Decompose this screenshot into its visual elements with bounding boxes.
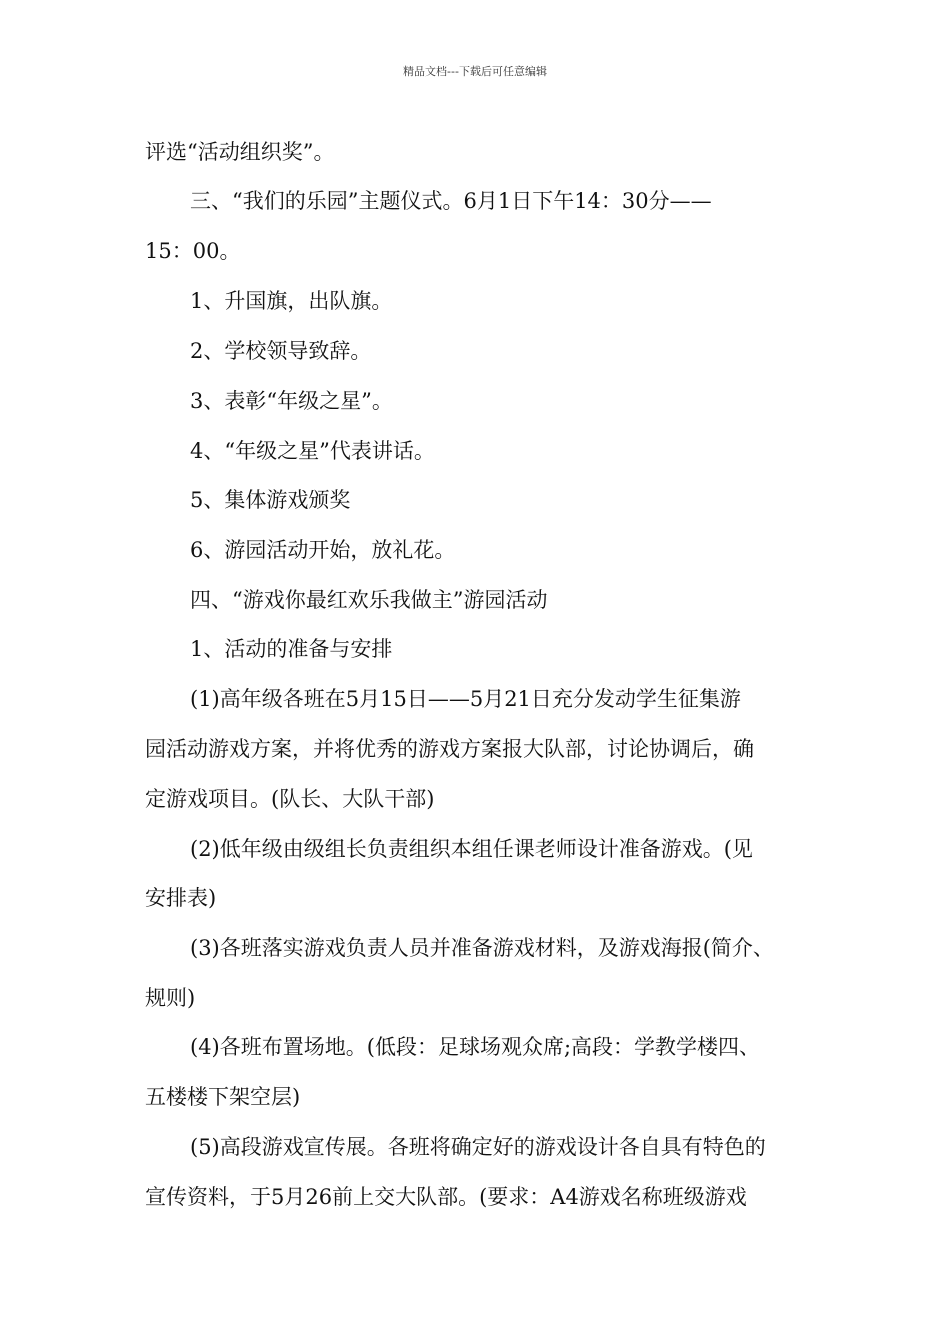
paragraph-line: (3)各班落实游戏负责人员并准备游戏材料，及游戏海报(简介、	[190, 936, 774, 960]
text-line: 15：00。	[145, 239, 241, 263]
paragraph-line: 五楼楼下架空层)	[145, 1085, 301, 1109]
section-heading: 三、“我们的乐园”主题仪式。6月1日下午14：30分——	[190, 189, 712, 213]
paragraph-line: (5)高段游戏宣传展。各班将确定好的游戏设计各自具有特色的	[190, 1135, 766, 1159]
list-item: 2、学校领导致辞。	[190, 339, 372, 363]
paragraph-line: (1)高年级各班在5月15日——5月21日充分发动学生征集游	[190, 687, 741, 711]
list-item: 3、表彰“年级之星”。	[190, 389, 393, 413]
list-item: 6、游园活动开始，放礼花。	[190, 538, 456, 562]
paragraph-line: 宣传资料，于5月26前上交大队部。(要求：A4游戏名称班级游戏	[145, 1185, 747, 1209]
page-header: 精品文档---下载后可任意编辑	[403, 65, 547, 78]
paragraph-line: 定游戏项目。(队长、大队干部)	[145, 787, 435, 811]
paragraph-line: 园活动游戏方案，并将优秀的游戏方案报大队部，讨论协调后，确	[145, 737, 754, 761]
section-heading: 四、“游戏你最红欢乐我做主”游园活动	[190, 588, 548, 612]
paragraph-line: (2)低年级由级组长负责组织本组任课老师设计准备游戏。(见	[190, 837, 753, 861]
paragraph-line: 规则)	[145, 986, 196, 1010]
paragraph-line: 安排表)	[145, 886, 217, 910]
text-line: 评选“活动组织奖”。	[145, 140, 335, 164]
list-item: 1、升国旗，出队旗。	[190, 289, 393, 313]
list-item: 4、“年级之星”代表讲话。	[190, 439, 435, 463]
subsection-heading: 1、活动的准备与安排	[190, 637, 393, 661]
paragraph-line: (4)各班布置场地。(低段：足球场观众席;高段：学教学楼四、	[190, 1035, 761, 1059]
list-item: 5、集体游戏颁奖	[190, 488, 351, 512]
